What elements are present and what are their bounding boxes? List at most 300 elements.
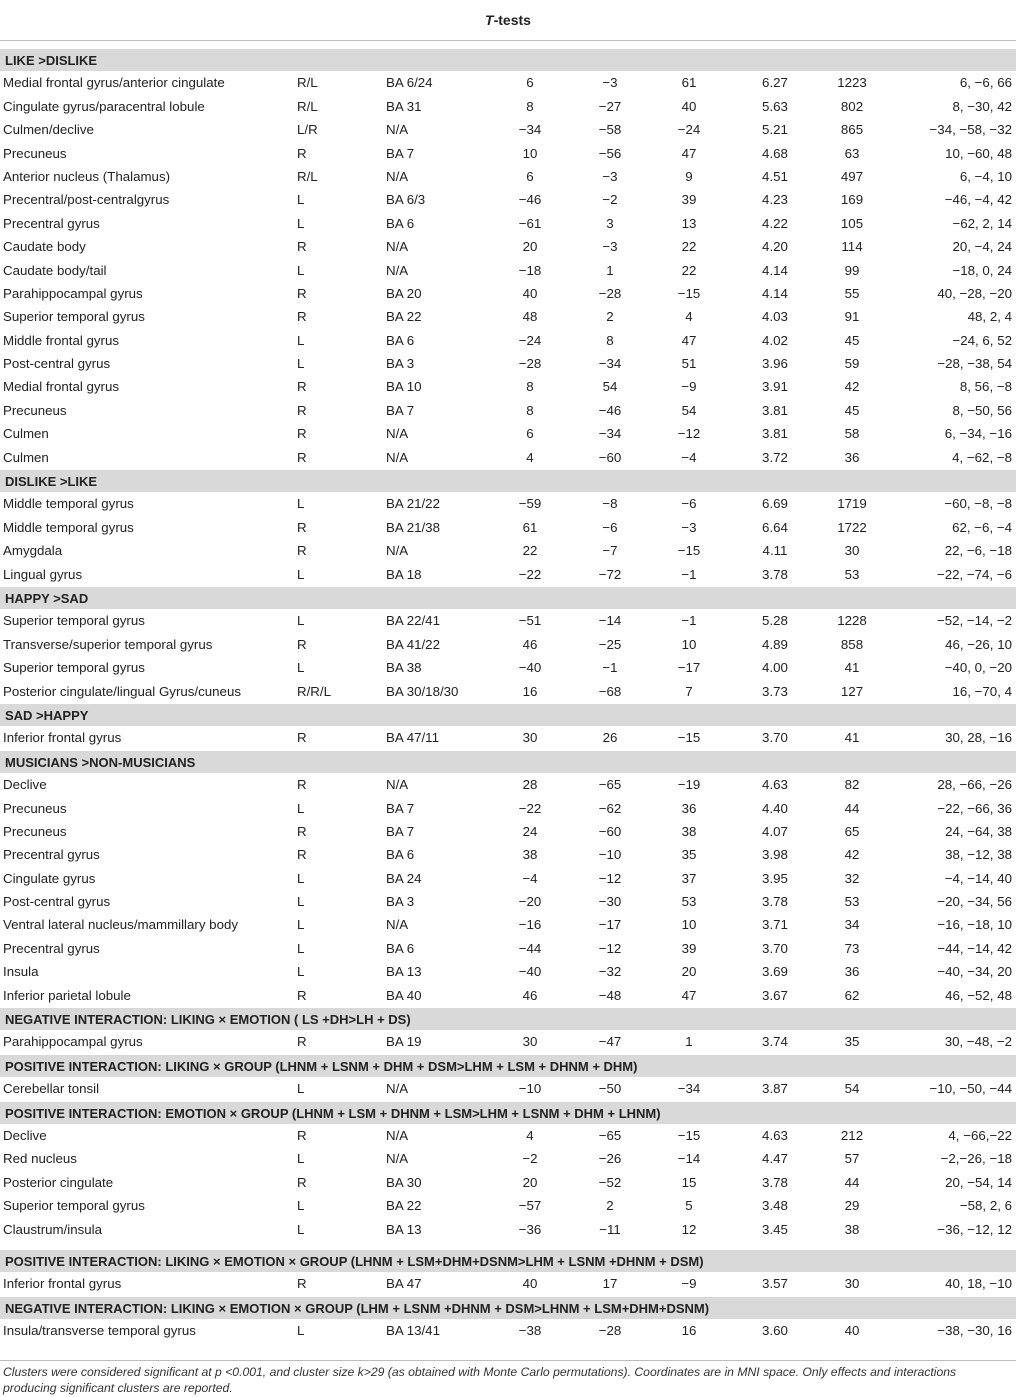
cell-cluster-size: 99	[844, 262, 860, 278]
cell-hemisphere: R	[297, 636, 307, 652]
cell-brodmann-area: BA 19	[386, 1034, 422, 1050]
table-row	[0, 656, 1016, 679]
cell-mni-coordinates: 30, 28, −16	[945, 730, 1012, 746]
cell-hemisphere: L	[297, 566, 305, 582]
cell-x: 6	[526, 426, 534, 442]
cell-brodmann-area: N/A	[386, 1081, 409, 1097]
cell-cluster-size: 44	[844, 1174, 860, 1190]
table-row	[0, 118, 1016, 141]
cell-t-value: 3.81	[762, 402, 788, 418]
cell-y: −6	[602, 519, 618, 535]
cell-mni-coordinates: 40, −28, −20	[937, 285, 1012, 301]
cell-x: 30	[522, 730, 538, 746]
cell-x: −2	[522, 1151, 538, 1167]
cell-y: −68	[598, 683, 622, 699]
cell-t-value: 3.69	[762, 964, 788, 980]
cell-brodmann-area: BA 30/18/30	[386, 683, 459, 699]
cell-mni-coordinates: 38, −12, 38	[945, 847, 1012, 863]
cell-region: Caudate body	[3, 239, 86, 255]
table-row	[0, 352, 1016, 375]
bottom-rule	[0, 1360, 1016, 1361]
cell-mni-coordinates: 16, −70, 4	[952, 683, 1012, 699]
cell-mni-coordinates: −62, 2, 14	[952, 215, 1012, 231]
cell-y: −58	[598, 122, 622, 138]
cell-region: Caudate body/tail	[3, 262, 107, 278]
cell-z: −4	[681, 449, 697, 465]
cell-hemisphere: L	[297, 356, 305, 372]
cell-x: 30	[522, 1034, 538, 1050]
section-label: SAD >HAPPY	[5, 707, 89, 723]
cell-cluster-size: 59	[844, 356, 860, 372]
table-row	[0, 984, 1016, 1007]
cell-brodmann-area: BA 22	[386, 309, 422, 325]
cell-x: −36	[518, 1221, 542, 1237]
cell-x: 38	[522, 847, 538, 863]
cell-y: −1	[602, 660, 618, 676]
table-row	[0, 142, 1016, 165]
cell-hemisphere: R/R/L	[297, 683, 331, 699]
cell-t-value: 5.21	[762, 122, 788, 138]
cell-cluster-size: 30	[844, 543, 860, 559]
section-header	[0, 1101, 1016, 1124]
table-row	[0, 1124, 1016, 1147]
cell-t-value: 3.81	[762, 426, 788, 442]
cell-z: 16	[681, 1323, 697, 1339]
cell-y: −72	[598, 566, 622, 582]
cell-x: −44	[518, 940, 542, 956]
cell-region: Insula	[3, 964, 39, 980]
cell-cluster-size: 1228	[837, 613, 867, 629]
cell-cluster-size: 38	[844, 1221, 860, 1237]
cell-x: −40	[518, 964, 542, 980]
cell-hemisphere: L	[297, 800, 305, 816]
section-header	[0, 1296, 1016, 1319]
cell-hemisphere: L	[297, 613, 305, 629]
cell-t-value: 6.64	[762, 519, 788, 535]
top-rule	[0, 40, 1016, 41]
cell-hemisphere: L	[297, 262, 305, 278]
cell-hemisphere: R	[297, 309, 307, 325]
cell-cluster-size: 29	[844, 1198, 860, 1214]
cell-t-value: 5.63	[762, 98, 788, 114]
cell-region: Medial frontal gyrus/anterior cingulate	[3, 75, 225, 91]
cell-z: 47	[681, 332, 697, 348]
cell-mni-coordinates: 8, −50, 56	[952, 402, 1012, 418]
table-row	[0, 259, 1016, 282]
cell-hemisphere: R	[297, 1174, 307, 1190]
section-label: LIKE >DISLIKE	[5, 53, 98, 68]
cell-hemisphere: L	[297, 1081, 305, 1097]
cell-mni-coordinates: −38, −30, 16	[937, 1323, 1012, 1339]
cell-z: −34	[677, 1081, 701, 1097]
cell-region: Precentral/post-centralgyrus	[3, 192, 170, 208]
cell-brodmann-area: BA 6	[386, 332, 415, 348]
cell-t-value: 4.63	[762, 777, 788, 793]
cell-cluster-size: 105	[840, 215, 864, 231]
cell-mni-coordinates: 48, 2, 4	[967, 309, 1012, 325]
cell-z: −9	[681, 379, 697, 395]
cell-t-value: 4.02	[762, 332, 788, 348]
section-label: NEGATIVE INTERACTION: LIKING × EMOTION × GROUP (LHM + LSNM +DHNM + DSM>LHNM + LSM+DHM+DSNM)	[5, 1300, 710, 1316]
cell-region: Precuneus	[3, 823, 67, 839]
cell-t-value: 5.28	[762, 613, 788, 629]
table-row	[0, 726, 1016, 749]
cell-cluster-size: 53	[844, 894, 860, 910]
cell-cluster-size: 42	[844, 379, 860, 395]
cell-brodmann-area: BA 31	[386, 98, 422, 114]
cell-cluster-size: 865	[840, 122, 864, 138]
cell-y: −14	[598, 613, 622, 629]
section-header	[0, 1249, 1016, 1272]
cell-hemisphere: R/L	[297, 168, 318, 184]
cell-x: −22	[518, 566, 542, 582]
cell-brodmann-area: BA 7	[386, 145, 415, 161]
cell-z: 39	[681, 940, 697, 956]
cell-x: 22	[522, 543, 538, 559]
cell-y: −65	[598, 1127, 622, 1143]
cell-brodmann-area: N/A	[386, 449, 409, 465]
cell-hemisphere: R	[297, 1276, 307, 1292]
cell-y: −32	[598, 964, 622, 980]
cell-z: 22	[681, 239, 697, 255]
cell-y: 3	[606, 215, 614, 231]
cell-t-value: 3.48	[762, 1198, 788, 1214]
table-row	[0, 235, 1016, 258]
cell-t-value: 3.73	[762, 683, 788, 699]
cell-z: 7	[685, 683, 693, 699]
cell-cluster-size: 44	[844, 800, 860, 816]
cell-region: Precentral gyrus	[3, 940, 100, 956]
cell-region: Ventral lateral nucleus/mammillary body	[3, 917, 239, 933]
cell-brodmann-area: BA 13	[386, 964, 422, 980]
cell-hemisphere: L	[297, 1221, 305, 1237]
cell-region: Superior temporal gyrus	[3, 660, 145, 676]
cell-x: 8	[526, 98, 534, 114]
cell-t-value: 4.14	[762, 262, 788, 278]
cell-t-value: 3.96	[762, 356, 788, 372]
table-row	[0, 399, 1016, 422]
cell-z: −15	[677, 285, 701, 301]
cell-hemisphere: R	[297, 987, 307, 1003]
cell-brodmann-area: BA 40	[386, 987, 422, 1003]
cell-brodmann-area: BA 3	[386, 894, 415, 910]
table-row	[0, 329, 1016, 352]
cell-region: Inferior frontal gyrus	[3, 1276, 122, 1292]
cell-y: −12	[598, 870, 622, 886]
cell-t-value: 3.70	[762, 730, 788, 746]
cell-hemisphere: R/L	[297, 98, 318, 114]
cell-mni-coordinates: −16, −18, 10	[937, 917, 1012, 933]
table-row	[0, 1272, 1016, 1295]
section-header	[0, 703, 1016, 726]
cell-y: −62	[598, 800, 622, 816]
cell-t-value: 6.27	[762, 75, 788, 91]
cell-x: −16	[518, 917, 542, 933]
section-label: NEGATIVE INTERACTION: LIKING × EMOTION ( LS +DH>LH + DS)	[5, 1012, 411, 1028]
table-row	[0, 516, 1016, 539]
cell-brodmann-area: BA 6	[386, 940, 415, 956]
cell-region: Declive	[3, 777, 47, 793]
cell-cluster-size: 40	[844, 1323, 860, 1339]
cell-region: Cerebellar tonsil	[3, 1081, 100, 1097]
cell-y: −3	[602, 239, 618, 255]
cell-region: Posterior cingulate	[3, 1174, 114, 1190]
cell-cluster-size: 45	[844, 332, 860, 348]
section-label: HAPPY >SAD	[5, 590, 89, 606]
cell-cluster-size: 65	[844, 823, 860, 839]
cell-mni-coordinates: −4, −14, 40	[944, 870, 1012, 886]
cell-z: −15	[677, 1127, 701, 1143]
cell-z: 53	[681, 894, 697, 910]
cell-mni-coordinates: 4, −62, −8	[952, 449, 1012, 465]
cell-y: −11	[599, 1221, 621, 1237]
cell-cluster-size: 41	[844, 660, 860, 676]
cell-hemisphere: L	[297, 894, 305, 910]
section-header	[0, 586, 1016, 609]
cell-cluster-size: 802	[840, 98, 864, 114]
cell-mni-coordinates: 46, −52, 48	[945, 987, 1012, 1003]
table-row	[0, 843, 1016, 866]
cell-cluster-size: 36	[844, 964, 860, 980]
cell-brodmann-area: BA 13/41	[386, 1323, 440, 1339]
cell-mni-coordinates: 24, −64, 38	[945, 823, 1012, 839]
cell-hemisphere: R	[297, 402, 307, 418]
cell-z: 36	[681, 800, 697, 816]
cell-region: Posterior cingulate/lingual Gyrus/cuneus	[3, 683, 241, 699]
table-row	[0, 1030, 1016, 1053]
cell-brodmann-area: N/A	[386, 426, 409, 442]
cell-brodmann-area: BA 22	[386, 1198, 422, 1214]
table-title	[0, 0, 1016, 40]
cell-region: Declive	[3, 1127, 47, 1143]
cell-mni-coordinates: −20, −34, 56	[937, 894, 1012, 910]
cell-x: 20	[522, 1174, 538, 1190]
cell-t-value: 3.78	[762, 894, 788, 910]
table-row	[0, 539, 1016, 562]
cell-cluster-size: 63	[844, 145, 860, 161]
cell-z: 39	[681, 192, 697, 208]
cell-t-value: 3.57	[762, 1276, 788, 1292]
cell-y: −34	[598, 426, 622, 442]
cell-y: −7	[602, 543, 618, 559]
cell-t-value: 4.03	[762, 309, 788, 325]
cell-brodmann-area: BA 7	[386, 823, 415, 839]
cell-cluster-size: 114	[841, 239, 863, 255]
section-header	[0, 750, 1016, 773]
cell-hemisphere: R	[297, 847, 307, 863]
cell-brodmann-area: BA 6	[386, 847, 415, 863]
cell-z: 38	[681, 823, 697, 839]
cell-y: −52	[598, 1174, 622, 1190]
section-label: POSITIVE INTERACTION: EMOTION × GROUP (LHNM + LSM + DHNM + LSM>LHM + LSNM + DHM + LHNM)	[5, 1105, 661, 1121]
table-row	[0, 375, 1016, 398]
table-row	[0, 1171, 1016, 1194]
cell-cluster-size: 42	[844, 847, 860, 863]
cell-t-value: 4.22	[762, 215, 788, 231]
cell-region: Culmen/declive	[3, 122, 94, 138]
table-title-rest: -tests	[493, 12, 531, 28]
cell-x: −46	[518, 192, 542, 208]
cell-brodmann-area: N/A	[386, 262, 409, 278]
cell-hemisphere: R	[297, 426, 307, 442]
cell-region: Precuneus	[3, 145, 67, 161]
cell-x: 8	[526, 402, 534, 418]
cell-cluster-size: 91	[844, 309, 860, 325]
cell-t-value: 3.78	[762, 566, 788, 582]
cell-y: −34	[598, 356, 622, 372]
cell-x: 4	[526, 449, 534, 465]
cell-region: Amygdala	[3, 543, 63, 559]
cell-t-value: 3.87	[762, 1081, 788, 1097]
cell-y: 2	[606, 1198, 614, 1214]
cell-mni-coordinates: 4, −66,−22	[948, 1127, 1012, 1143]
cell-x: −61	[518, 215, 542, 231]
table-row	[0, 212, 1016, 235]
table-row	[0, 165, 1016, 188]
cell-hemisphere: R/L	[297, 75, 318, 91]
cell-hemisphere: R	[297, 1127, 307, 1143]
cell-z: −6	[681, 496, 697, 512]
cell-hemisphere: R	[297, 239, 307, 255]
cell-hemisphere: R	[297, 777, 307, 793]
cell-z: 4	[685, 309, 693, 325]
cell-z: −1	[681, 566, 697, 582]
section-header	[0, 1007, 1016, 1030]
cell-brodmann-area: BA 22/41	[386, 613, 440, 629]
cell-hemisphere: R	[297, 145, 307, 161]
cell-region: Precentral gyrus	[3, 215, 100, 231]
cell-region: Middle frontal gyrus	[3, 332, 120, 348]
cell-region: Inferior parietal lobule	[3, 987, 131, 1003]
cell-hemisphere: L	[297, 940, 305, 956]
cell-z: −15	[677, 543, 701, 559]
table-row	[0, 820, 1016, 843]
cell-hemisphere: L	[297, 917, 305, 933]
cell-cluster-size: 169	[840, 192, 864, 208]
cell-z: 37	[681, 870, 697, 886]
cell-x: 46	[522, 636, 538, 652]
cell-region: Claustrum/insula	[3, 1221, 103, 1237]
cell-cluster-size: 54	[844, 1081, 860, 1097]
table-row	[0, 890, 1016, 913]
cell-region: Parahippocampal gyrus	[3, 1034, 143, 1050]
cell-z: 10	[681, 917, 697, 933]
cell-mni-coordinates: −22, −74, −6	[936, 566, 1012, 582]
cell-region: Middle temporal gyrus	[3, 519, 134, 535]
cell-brodmann-area: BA 6	[386, 215, 415, 231]
cell-cluster-size: 73	[844, 940, 860, 956]
cell-z: 1	[685, 1034, 693, 1050]
cell-z: 20	[681, 964, 697, 980]
cell-x: −28	[518, 356, 542, 372]
cell-hemisphere: L/R	[297, 122, 318, 138]
cell-hemisphere: R	[297, 285, 307, 301]
cell-x: 24	[522, 823, 538, 839]
cell-region: Cingulate gyrus	[3, 870, 96, 886]
section-header	[0, 1054, 1016, 1077]
cell-x: 40	[522, 1276, 538, 1292]
cell-mni-coordinates: 8, 56, −8	[959, 379, 1012, 395]
table-row	[0, 492, 1016, 515]
cell-cluster-size: 1223	[837, 75, 867, 91]
cell-z: −12	[677, 426, 701, 442]
cell-hemisphere: L	[297, 870, 305, 886]
cell-region: Superior temporal gyrus	[3, 613, 145, 629]
cell-cluster-size: 858	[840, 636, 864, 652]
cell-region: Insula/transverse temporal gyrus	[3, 1323, 196, 1339]
cell-y: −60	[598, 449, 622, 465]
table-row	[0, 1077, 1016, 1100]
cell-cluster-size: 41	[844, 730, 860, 746]
cell-cluster-size: 1719	[837, 496, 867, 512]
cell-region: Parahippocampal gyrus	[3, 285, 143, 301]
cell-hemisphere: R	[297, 543, 307, 559]
cell-y: −50	[598, 1081, 622, 1097]
cell-z: 35	[681, 847, 697, 863]
cell-brodmann-area: N/A	[386, 777, 409, 793]
cell-t-value: 4.07	[762, 823, 788, 839]
cell-region: Cingulate gyrus/paracentral lobule	[3, 98, 205, 114]
cell-t-value: 3.74	[762, 1034, 788, 1050]
cell-hemisphere: L	[297, 660, 305, 676]
cell-y: −65	[598, 777, 622, 793]
cell-cluster-size: 32	[844, 870, 860, 886]
cell-mni-coordinates: 6, −34, −16	[944, 426, 1012, 442]
cell-t-value: 3.45	[762, 1221, 788, 1237]
cell-y: −10	[598, 847, 622, 863]
cell-brodmann-area: N/A	[386, 122, 409, 138]
cell-region: Superior temporal gyrus	[3, 1198, 145, 1214]
cell-x: 28	[522, 777, 538, 793]
cell-mni-coordinates: −36, −12, 12	[937, 1221, 1012, 1237]
cell-y: −30	[598, 894, 622, 910]
cell-mni-coordinates: −18, 0, 24	[952, 262, 1012, 278]
cell-mni-coordinates: 20, −4, 24	[952, 239, 1012, 255]
cell-brodmann-area: BA 47	[386, 1276, 422, 1292]
cell-region: Transverse/superior temporal gyrus	[3, 636, 213, 652]
cell-hemisphere: R	[297, 823, 307, 839]
cell-brodmann-area: BA 20	[386, 285, 422, 301]
cell-mni-coordinates: −58, 2, 6	[959, 1198, 1012, 1214]
cell-x: −20	[518, 894, 542, 910]
cell-z: −19	[677, 777, 701, 793]
cell-y: −48	[598, 987, 622, 1003]
cell-z: −3	[681, 519, 697, 535]
table-row	[0, 633, 1016, 656]
cell-brodmann-area: BA 13	[386, 1221, 422, 1237]
cell-region: Precuneus	[3, 800, 67, 816]
cell-x: 16	[522, 683, 538, 699]
cell-x: 48	[522, 309, 538, 325]
cell-brodmann-area: BA 47/11	[386, 730, 439, 746]
cell-z: 51	[681, 356, 697, 372]
cell-brodmann-area: N/A	[386, 1151, 409, 1167]
cell-t-value: 3.98	[762, 847, 788, 863]
cell-brodmann-area: BA 3	[386, 356, 415, 372]
table-row	[0, 563, 1016, 586]
cell-t-value: 3.91	[762, 379, 788, 395]
cell-y: 2	[606, 309, 614, 325]
cell-z: −24	[677, 122, 701, 138]
cell-x: 61	[522, 519, 538, 535]
cell-x: 20	[522, 239, 538, 255]
cell-y: 26	[602, 730, 618, 746]
cell-t-value: 3.71	[762, 917, 788, 933]
cell-t-value: 4.00	[762, 660, 788, 676]
table-row	[0, 95, 1016, 118]
cell-hemisphere: R	[297, 519, 307, 535]
cell-x: −40	[518, 660, 542, 676]
